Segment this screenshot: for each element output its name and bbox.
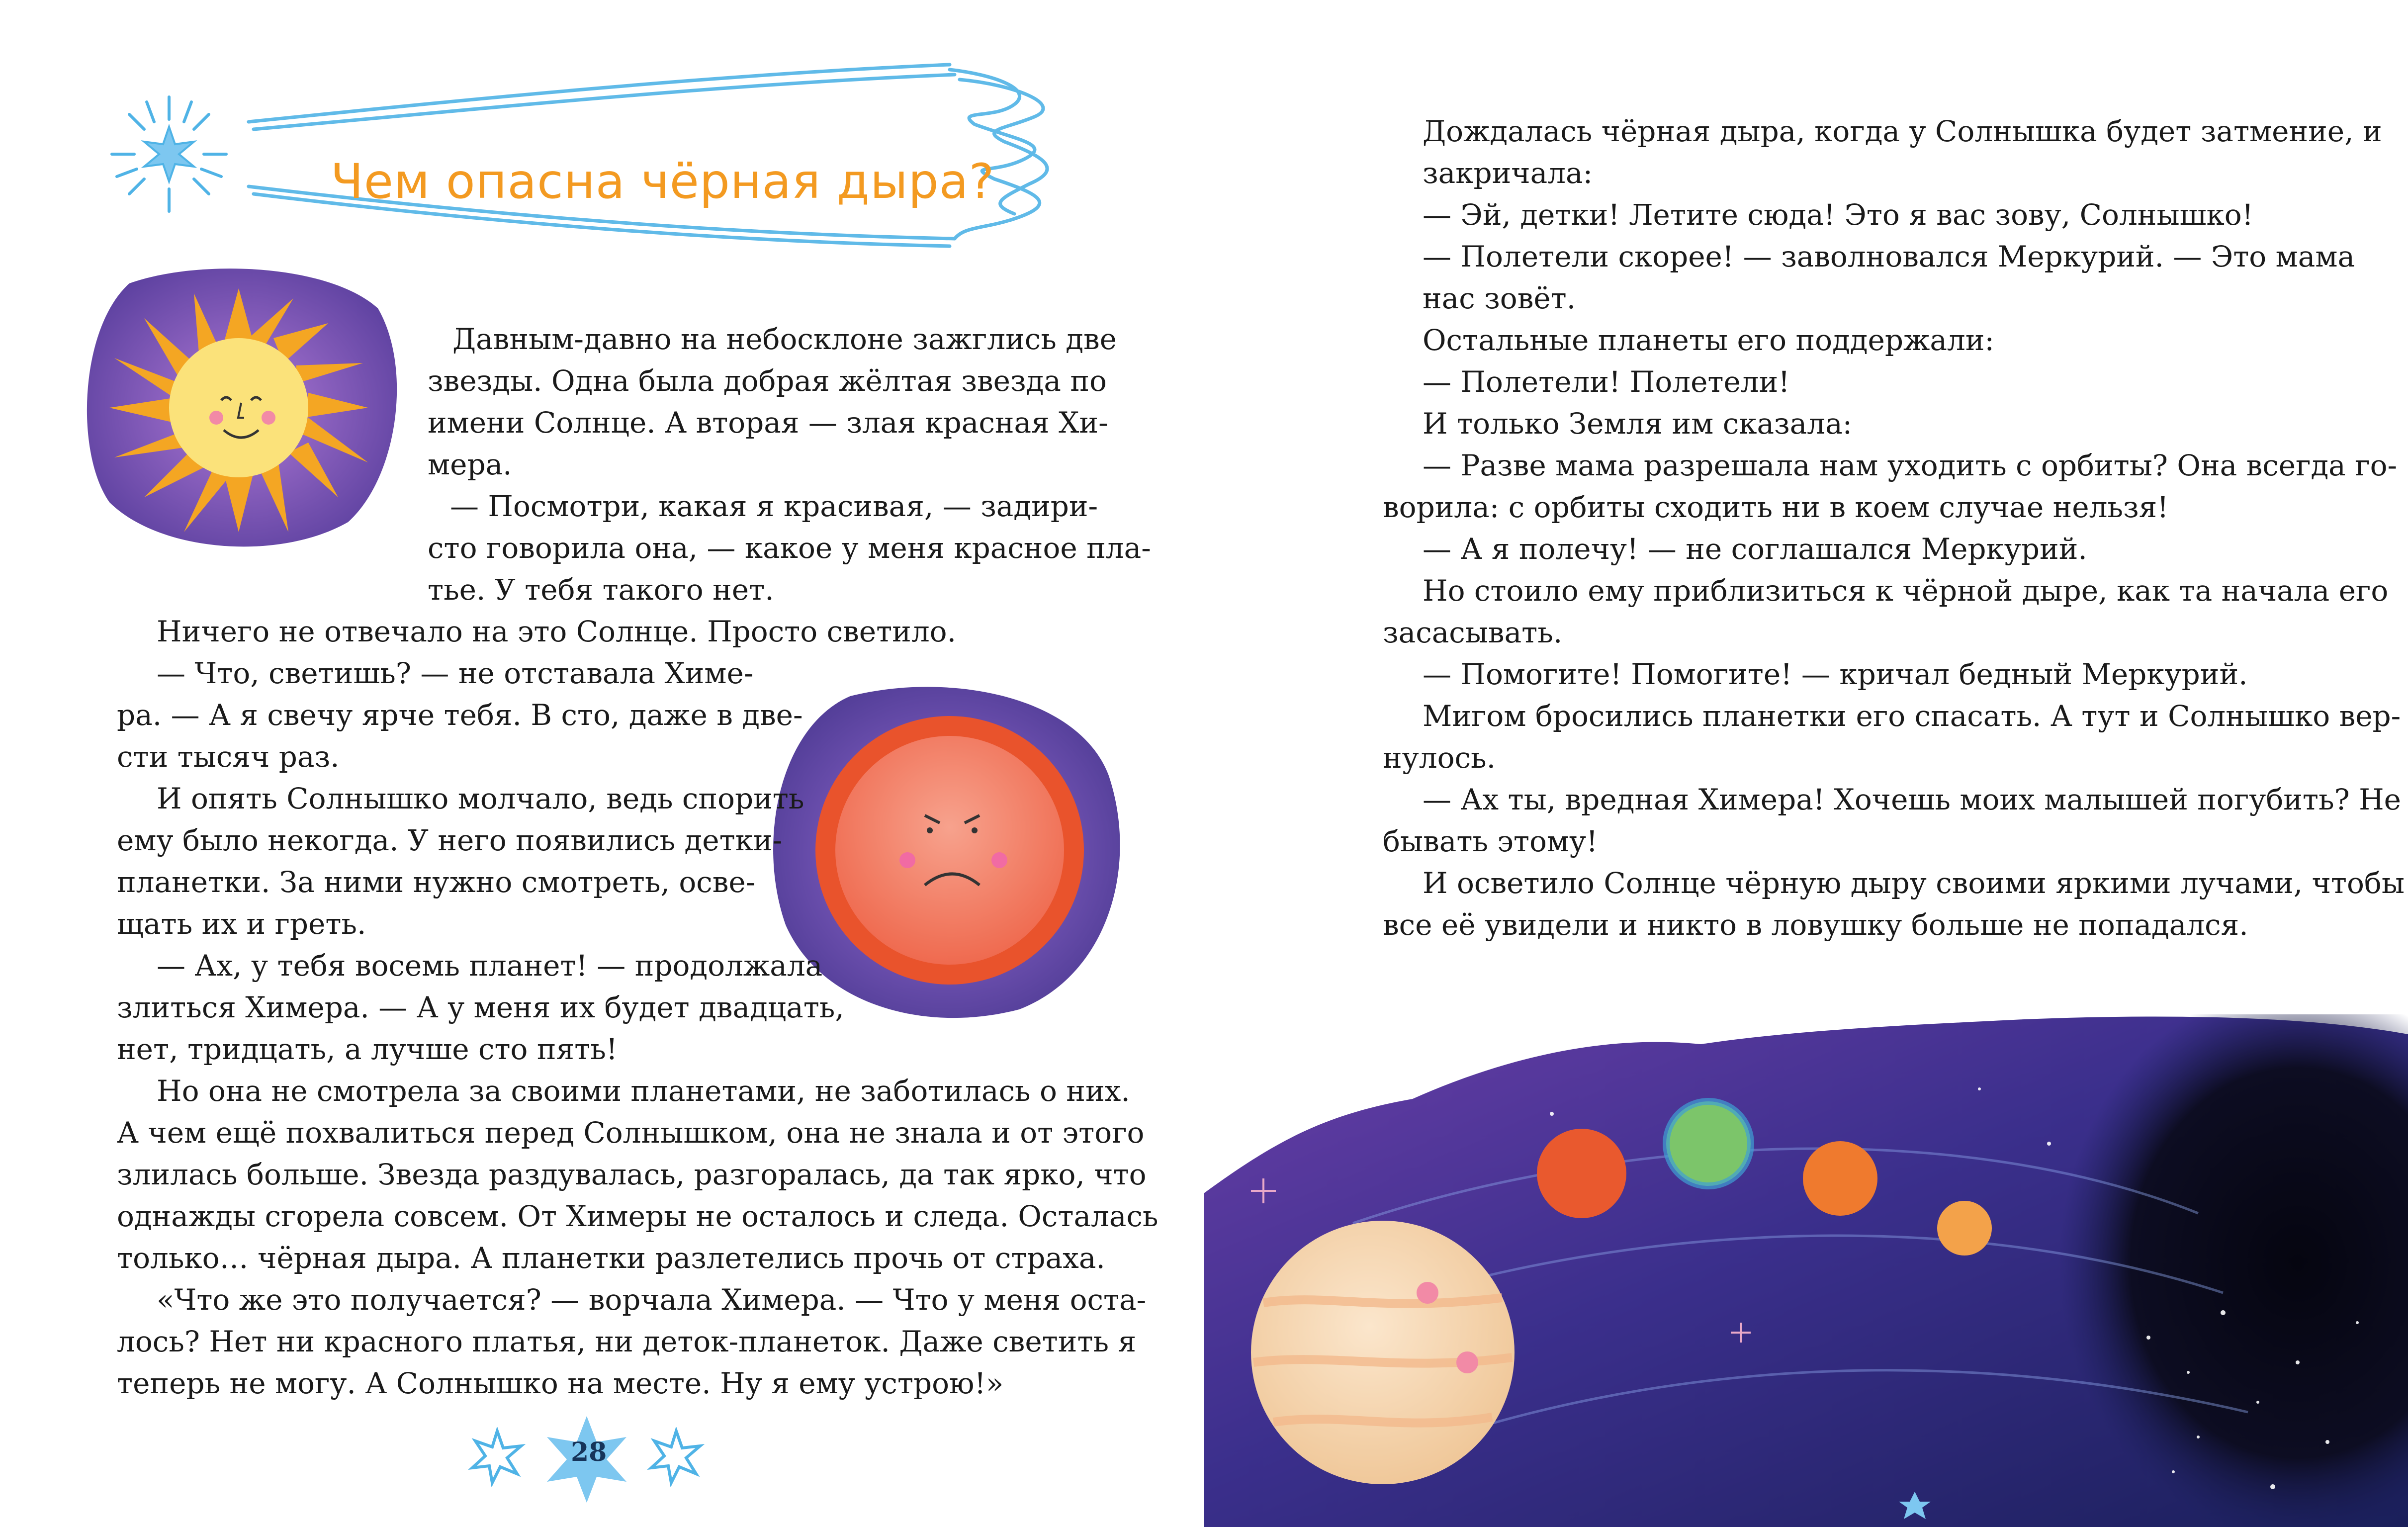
text-line: «Что же это получается? — ворчала Химера. — Что у меня оста- [157, 1283, 1147, 1317]
text-line: Давным-давно на небосклоне зажглись две [452, 322, 1117, 356]
text-line: — Помогите! Помогите! — кричал бедный Меркурий. [1423, 657, 2248, 691]
right-page [1204, 0, 2408, 1527]
text-line: сти тысяч раз. [117, 740, 340, 774]
sun-illustration [70, 254, 408, 562]
text-line: Ничего не отвечало на это Солнце. Просто светило. [157, 615, 957, 648]
text-line: звезды. Одна была добрая жёлтая звезда по [428, 364, 1107, 398]
text-line: сто говорила она, — какое у меня красное пла- [428, 531, 1151, 565]
text-line: — Полетели! Полетели! [1423, 365, 1790, 399]
text-line: — Полетели скорее! — заволновался Меркурий. — Это мама [1423, 240, 2355, 273]
text-line: — Ах, у тебя восемь планет! — продолжала [157, 949, 823, 983]
text-line: — Посмотри, какая я красивая, — задири- [450, 489, 1098, 523]
text-line: нас зовёт. [1423, 281, 1576, 315]
text-line: имени Солнце. А вторая — злая красная Хи- [428, 406, 1108, 440]
text-line: ра. — А я свечу ярче тебя. В сто, даже в две- [117, 698, 803, 732]
text-line: лось? Нет ни красного платья, ни деток-планеток. Даже светить я [117, 1325, 1137, 1358]
text-line: И осветило Солнце чёрную дыру своими яркими лучами, чтобы [1423, 866, 2405, 900]
text-line: Мигом бросились планетки его спасать. А тут и Солнышко вер- [1423, 699, 2401, 733]
text-line: — Ах ты, вредная Химера! Хочешь моих малышей погубить? Не [1423, 783, 2402, 816]
text-line: — А я полечу! — не соглашался Меркурий. [1423, 532, 2087, 566]
text-line: теперь не могу. А Солнышко на месте. Ну я ему устрою!» [117, 1366, 1004, 1400]
text-line: — Что, светишь? — не отставала Химе- [157, 656, 754, 690]
text-line: злилась больше. Звезда раздувалась, разгоралась, да так ярко, что [117, 1158, 1147, 1191]
text-line: Дождалась чёрная дыра, когда у Солнышка будет затмение, и [1423, 114, 2382, 148]
text-line: засасывать. [1383, 616, 1563, 649]
text-line: Но стоило ему приблизиться к чёрной дыре, как та начала его [1423, 574, 2389, 608]
blue-star-icon [102, 87, 236, 221]
text-line: — Разве мама разрешала нам уходить с орбиты? Она всегда го- [1423, 449, 2398, 482]
text-line: щать их и греть. [117, 907, 366, 941]
page-number: 28 [571, 1437, 607, 1467]
text-line: все её увидели и никто в ловушку больше не попадался. [1383, 908, 2248, 942]
text-line: ему было некогда. У него появились детки- [117, 823, 783, 857]
text-line: бывать этому! [1383, 824, 1598, 858]
text-line: Но она не смотрела за своими планетами, не заботилась о них. [157, 1074, 1130, 1108]
text-line: И опять Солнышко молчало, ведь спорить [157, 782, 804, 815]
space-planets-illustration [1204, 1014, 2408, 1527]
text-line: — Эй, детки! Летите сюда! Это я вас зову, Солнышко! [1423, 198, 2254, 232]
text-line: нет, тридцать, а лучше сто пять! [117, 1032, 618, 1066]
page-title: Чем опасна чёрная дыра? [331, 154, 995, 210]
text-line: нулось. [1383, 741, 1496, 775]
text-line: ворила: с орбиты сходить ни в коем случае нельзя! [1383, 490, 2169, 524]
text-line: тье. У тебя такого нет. [428, 573, 774, 607]
page-number-star-left-icon [467, 1427, 527, 1487]
text-line: Остальные планеты его поддержали: [1423, 323, 1994, 357]
text-line: злиться Химера. — А у меня их будет двадцать, [117, 990, 844, 1024]
text-line: мера. [428, 448, 512, 481]
page-number-star-right-icon [646, 1427, 706, 1487]
text-line: только… чёрная дыра. А планетки разлетелись прочь от страха. [117, 1241, 1105, 1275]
text-line: закричала: [1423, 156, 1593, 190]
text-line: однажды сгорела совсем. От Химеры не осталось и следа. Осталась [117, 1199, 1159, 1233]
text-line: А чем ещё похвалиться перед Солнышком, она не знала и от этого [117, 1116, 1145, 1150]
text-line: планетки. За ними нужно смотреть, осве- [117, 865, 756, 899]
text-line: И только Земля им сказала: [1423, 407, 1853, 441]
